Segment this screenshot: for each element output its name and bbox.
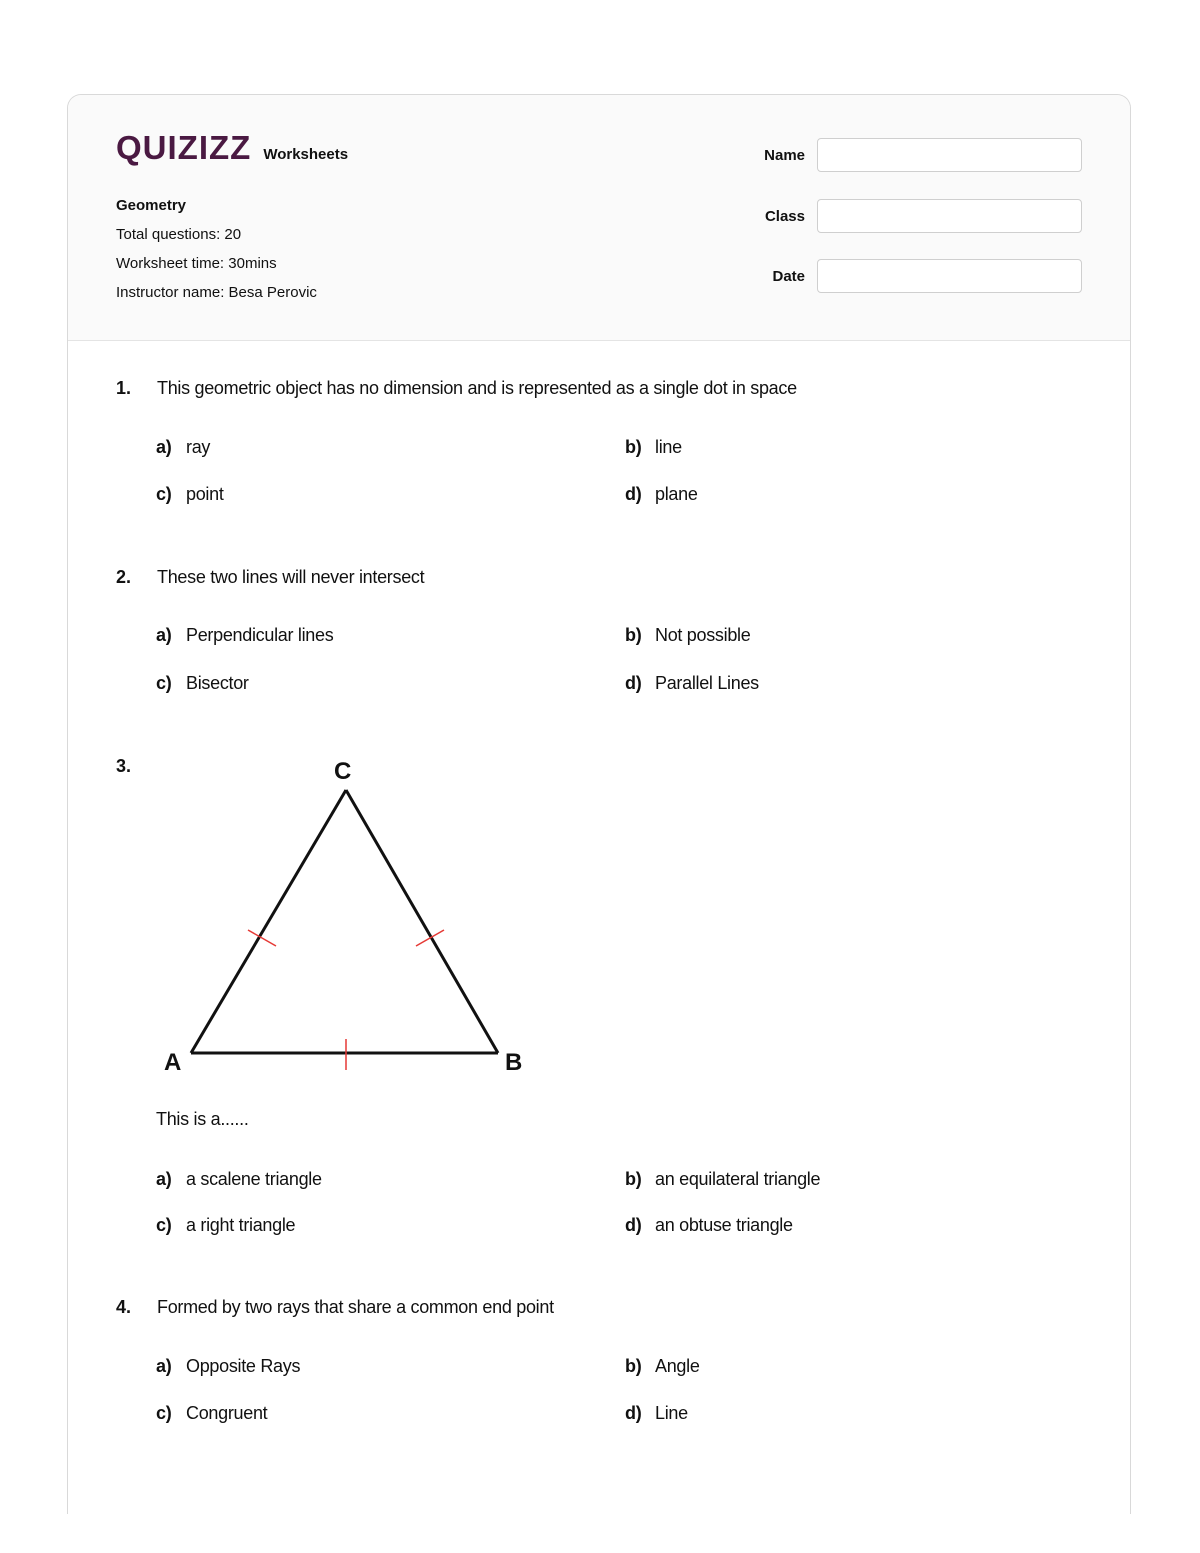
option-2c[interactable]: c) Bisector bbox=[156, 673, 249, 693]
option-2d[interactable]: d) Parallel Lines bbox=[625, 673, 759, 693]
option-3a[interactable]: a) a scalene triangle bbox=[156, 1169, 322, 1189]
option-2b[interactable]: b) Not possible bbox=[625, 625, 751, 645]
date-input[interactable] bbox=[817, 259, 1082, 293]
quizizz-logo: QUIZIZZ bbox=[116, 129, 252, 166]
class-field-row bbox=[745, 199, 1082, 233]
class-label: Class bbox=[764, 207, 805, 225]
vertex-label-c: C bbox=[334, 758, 352, 785]
name-label: Name bbox=[764, 146, 805, 164]
option-1a[interactable]: a) ray bbox=[156, 437, 211, 457]
triangle-figure bbox=[158, 750, 558, 1080]
class-input[interactable] bbox=[817, 199, 1082, 233]
subject-title: Geometry bbox=[116, 197, 187, 214]
question-number: 3. bbox=[116, 756, 132, 776]
brand bbox=[116, 129, 348, 167]
worksheet-meta bbox=[116, 191, 317, 307]
option-2a[interactable]: a) Perpendicular lines bbox=[156, 625, 334, 645]
worksheet-time: Worksheet time: 30mins bbox=[116, 255, 277, 272]
option-1d[interactable]: d) plane bbox=[625, 484, 698, 504]
vertex-label-a: A bbox=[164, 1049, 182, 1076]
worksheet bbox=[67, 94, 1131, 1514]
question-number: 1. bbox=[116, 378, 132, 398]
option-4c[interactable]: c) Congruent bbox=[156, 1403, 268, 1423]
option-3b[interactable]: b) an equilateral triangle bbox=[625, 1169, 821, 1189]
question-number: 2. bbox=[116, 567, 132, 587]
option-3c[interactable]: c) a right triangle bbox=[156, 1215, 296, 1235]
date-field-row bbox=[745, 259, 1082, 293]
option-3d[interactable]: d) an obtuse triangle bbox=[625, 1215, 793, 1235]
question-3-text: This is a...... bbox=[156, 1109, 249, 1129]
worksheet-header bbox=[68, 95, 1130, 341]
option-4d[interactable]: d) Line bbox=[625, 1403, 688, 1423]
question-text: This geometric object has no dimension and is represented as a single dot in space bbox=[157, 378, 797, 398]
option-1c[interactable]: c) point bbox=[156, 484, 224, 504]
question-number: 4. bbox=[116, 1297, 132, 1317]
option-4a[interactable]: a) Opposite Rays bbox=[156, 1356, 301, 1376]
product-name: Worksheets bbox=[263, 146, 349, 163]
side-bc bbox=[346, 790, 498, 1053]
name-input[interactable] bbox=[817, 138, 1082, 172]
question-text: These two lines will never intersect bbox=[157, 567, 425, 587]
option-1b[interactable]: b) line bbox=[625, 437, 682, 457]
total-questions: Total questions: 20 bbox=[116, 226, 242, 243]
question-text: Formed by two rays that share a common end point bbox=[157, 1297, 554, 1317]
date-label: Date bbox=[772, 267, 805, 285]
option-4b[interactable]: b) Angle bbox=[625, 1356, 700, 1376]
vertex-label-b: B bbox=[505, 1049, 523, 1076]
instructor-name: Instructor name: Besa Perovic bbox=[116, 284, 317, 301]
name-field-row bbox=[745, 138, 1082, 172]
side-ac bbox=[191, 790, 346, 1053]
